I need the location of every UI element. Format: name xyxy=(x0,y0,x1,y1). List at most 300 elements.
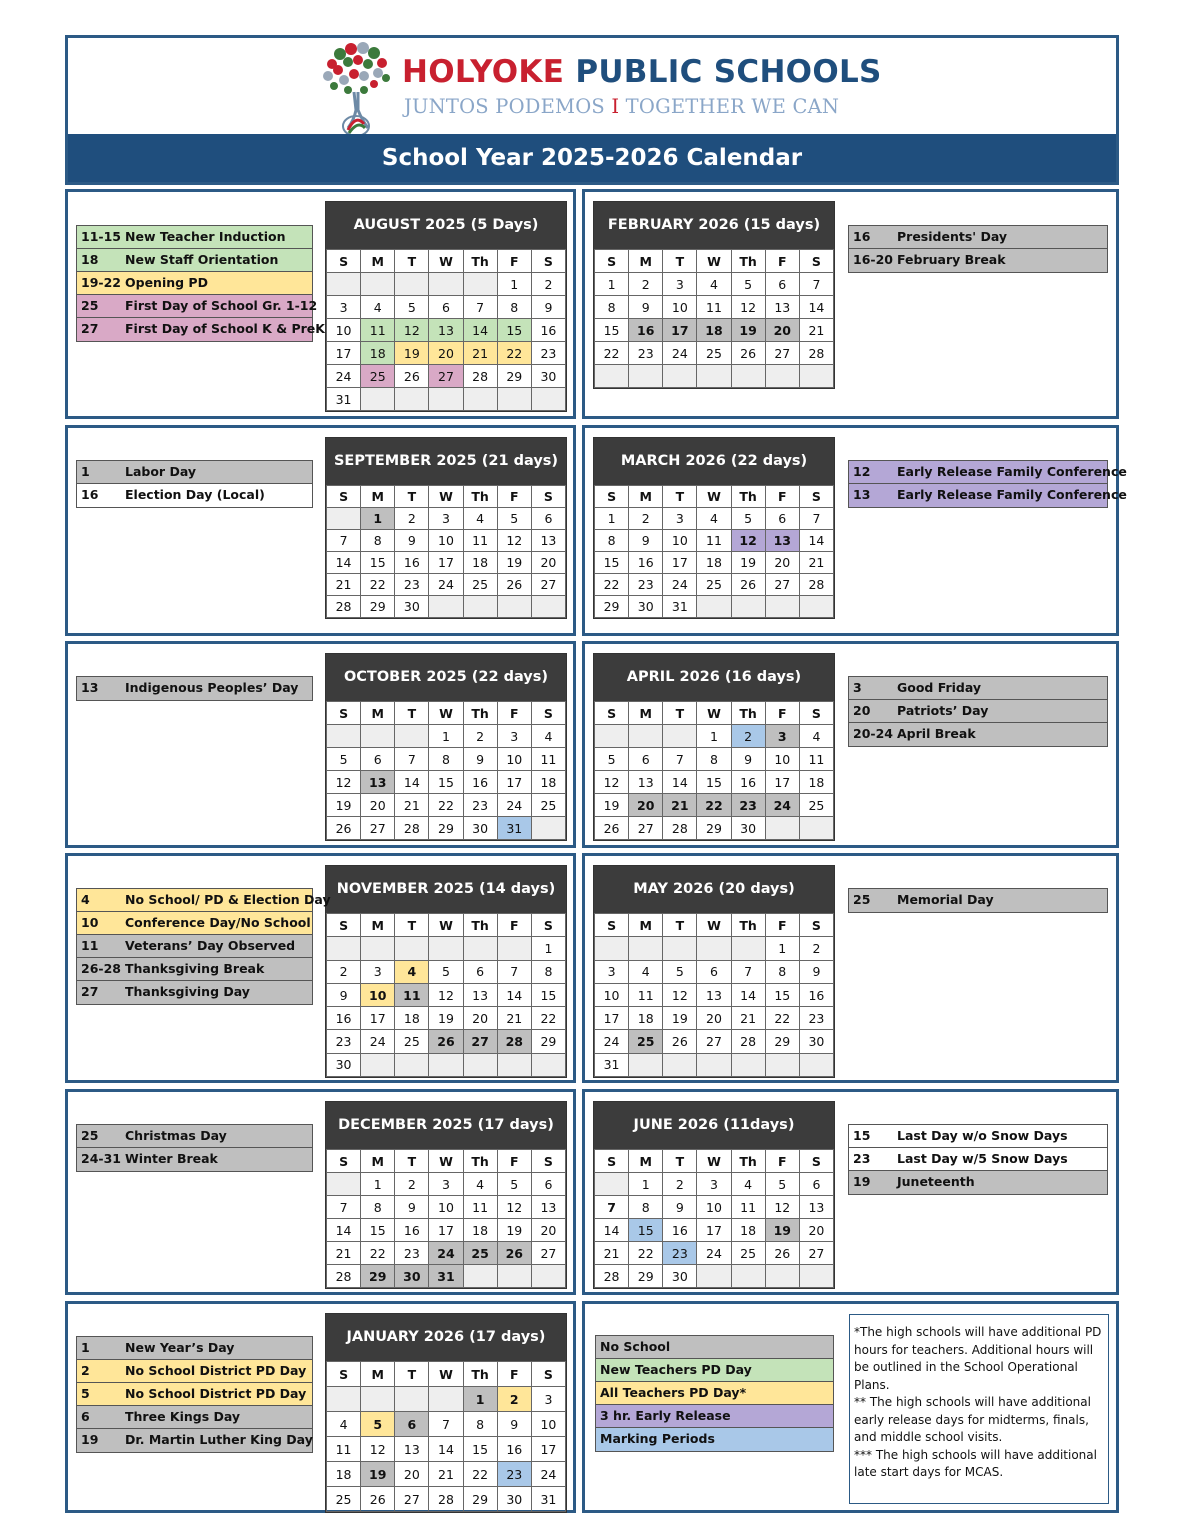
day-cell: 7 xyxy=(327,530,361,552)
day-cell: 4 xyxy=(327,1412,361,1437)
empty-day-cell xyxy=(429,388,463,411)
day-cell: 6 xyxy=(531,508,565,530)
day-cell: 3 xyxy=(595,960,629,983)
legend-row xyxy=(77,1360,312,1383)
weekday-header: F xyxy=(765,702,799,725)
day-cell: 8 xyxy=(497,296,531,319)
day-cell: 17 xyxy=(663,552,697,574)
weekday-header: T xyxy=(663,914,697,937)
day-cell: 11 xyxy=(697,530,731,552)
day-cell: 28 xyxy=(799,342,833,365)
empty-day-cell xyxy=(327,725,361,748)
weekday-header: Th xyxy=(463,1150,497,1173)
legend-row xyxy=(77,226,312,249)
day-cell: 10 xyxy=(327,319,361,342)
weekday-header: W xyxy=(697,1150,731,1173)
empty-day-cell xyxy=(731,937,765,960)
weekday-header: M xyxy=(361,1150,395,1173)
note-late-start: *** The high schools will have additional late start days for MCAS. xyxy=(854,1447,1097,1479)
day-cell: 6 xyxy=(629,748,663,771)
day-cell: 20 xyxy=(531,1219,565,1242)
day-cell: 2 xyxy=(663,1173,697,1196)
legend-date: 11-15 xyxy=(81,229,121,244)
day-cell: 24 xyxy=(595,1030,629,1053)
day-cell: 10 xyxy=(361,983,395,1006)
day-cell: 1 xyxy=(629,1173,663,1196)
weekday-header: S xyxy=(327,1150,361,1173)
day-cell: 24 xyxy=(697,1242,731,1265)
weekday-header: F xyxy=(497,1150,531,1173)
weekday-header: S xyxy=(799,250,833,273)
day-cell: 25 xyxy=(463,574,497,596)
day-cell: 12 xyxy=(429,983,463,1006)
day-cell: 3 xyxy=(361,960,395,983)
day-cell: 15 xyxy=(595,319,629,342)
day-cell: 29 xyxy=(765,1030,799,1053)
day-cell: 18 xyxy=(395,1007,429,1030)
day-cell: 4 xyxy=(463,508,497,530)
empty-day-cell xyxy=(361,388,395,411)
legend-date: 24-31 xyxy=(81,1151,121,1166)
day-cell: 27 xyxy=(531,574,565,596)
day-cell: 20 xyxy=(395,1462,429,1487)
day-cell: 29 xyxy=(595,596,629,618)
day-cell: 10 xyxy=(429,1196,463,1219)
empty-day-cell xyxy=(497,937,531,960)
day-cell: 16 xyxy=(531,319,565,342)
day-cell: 15 xyxy=(361,1219,395,1242)
weekday-header: S xyxy=(531,1362,565,1387)
day-cell: 12 xyxy=(361,1437,395,1462)
weekday-header: F xyxy=(497,914,531,937)
day-cell: 11 xyxy=(629,983,663,1006)
day-cell: 9 xyxy=(731,748,765,771)
day-cell: 25 xyxy=(531,794,565,817)
empty-day-cell xyxy=(497,388,531,411)
day-cell: 13 xyxy=(531,530,565,552)
day-cell: 19 xyxy=(327,794,361,817)
weekday-header: S xyxy=(595,702,629,725)
day-cell: 9 xyxy=(497,1412,531,1437)
weekday-header: T xyxy=(395,914,429,937)
empty-day-cell xyxy=(629,365,663,388)
day-cell: 30 xyxy=(497,1487,531,1512)
empty-day-cell xyxy=(327,508,361,530)
day-cell: 24 xyxy=(663,574,697,596)
day-cell: 23 xyxy=(395,1242,429,1265)
legend-description: New Staff Orientation xyxy=(125,252,279,267)
day-cell: 1 xyxy=(595,273,629,296)
weekday-header: F xyxy=(497,486,531,508)
day-cell: 30 xyxy=(663,1265,697,1288)
legend-description: Presidents' Day xyxy=(897,229,1008,244)
note-pd-hours: *The high schools will have additional PD hours for teachers. Additional hours will be outlined in the School Operational Plans. xyxy=(854,1325,1102,1392)
day-cell: 8 xyxy=(463,1412,497,1437)
day-cell: 31 xyxy=(327,388,361,411)
weekday-header: M xyxy=(361,702,395,725)
day-cell: 24 xyxy=(531,1462,565,1487)
empty-day-cell xyxy=(663,725,697,748)
day-cell: 10 xyxy=(663,530,697,552)
legend-february xyxy=(848,225,1108,273)
day-cell: 17 xyxy=(531,1437,565,1462)
legend-row xyxy=(849,484,1127,507)
weekday-header: T xyxy=(395,1150,429,1173)
district-name-blue: PUBLIC SCHOOLS xyxy=(575,54,882,90)
day-cell: 1 xyxy=(361,1173,395,1196)
day-cell: 14 xyxy=(497,983,531,1006)
day-cell: 16 xyxy=(731,771,765,794)
day-cell: 2 xyxy=(463,725,497,748)
day-cell: 7 xyxy=(497,960,531,983)
day-cell: 11 xyxy=(361,319,395,342)
empty-day-cell xyxy=(697,365,731,388)
empty-day-cell xyxy=(463,388,497,411)
day-cell: 6 xyxy=(765,273,799,296)
day-cell: 28 xyxy=(663,817,697,840)
day-cell: 14 xyxy=(327,552,361,574)
tagline-left: JUNTOS PODEMOS xyxy=(404,95,605,118)
empty-day-cell xyxy=(799,817,833,840)
legend-date: 19-22 xyxy=(81,275,121,290)
color-key xyxy=(595,1335,834,1452)
day-cell: 28 xyxy=(395,817,429,840)
legend-row xyxy=(77,249,312,272)
day-cell: 24 xyxy=(361,1030,395,1053)
day-cell: 10 xyxy=(531,1412,565,1437)
day-cell: 8 xyxy=(595,296,629,319)
day-cell: 27 xyxy=(429,365,463,388)
day-cell: 18 xyxy=(629,1007,663,1030)
empty-day-cell xyxy=(595,1173,629,1196)
legend-date: 25 xyxy=(853,892,871,907)
empty-day-cell xyxy=(361,1053,395,1076)
day-cell: 1 xyxy=(497,273,531,296)
legend-row xyxy=(77,935,312,958)
day-cell: 21 xyxy=(327,574,361,596)
day-cell: 15 xyxy=(463,1437,497,1462)
legend-row xyxy=(77,912,312,935)
legend-date: 19 xyxy=(853,1174,871,1189)
day-cell: 21 xyxy=(731,1007,765,1030)
day-cell: 28 xyxy=(799,574,833,596)
color-key-item: New Teachers PD Day xyxy=(596,1359,833,1382)
legend-date: 16 xyxy=(853,229,871,244)
weekday-header: W xyxy=(429,1150,463,1173)
day-cell: 20 xyxy=(463,1007,497,1030)
day-cell: 23 xyxy=(731,794,765,817)
weekday-header: S xyxy=(595,914,629,937)
legend-april xyxy=(848,676,1108,747)
weekday-header: M xyxy=(361,486,395,508)
month-title: JANUARY 2026 (17 days) xyxy=(326,1314,566,1361)
day-cell: 15 xyxy=(765,983,799,1006)
day-cell: 30 xyxy=(463,817,497,840)
day-cell: 21 xyxy=(395,794,429,817)
weekday-header: M xyxy=(361,250,395,273)
day-cell: 15 xyxy=(697,771,731,794)
day-cell: 26 xyxy=(361,1487,395,1512)
day-cell: 29 xyxy=(629,1265,663,1288)
legend-row xyxy=(849,1148,1107,1171)
day-cell: 24 xyxy=(429,574,463,596)
weekday-header: W xyxy=(429,702,463,725)
day-cell: 11 xyxy=(327,1437,361,1462)
day-cell: 17 xyxy=(697,1219,731,1242)
day-cell: 18 xyxy=(697,552,731,574)
month-title: FEBRUARY 2026 (15 days) xyxy=(594,202,834,249)
empty-day-cell xyxy=(697,596,731,618)
day-cell: 9 xyxy=(629,530,663,552)
legend-description: New Year’s Day xyxy=(125,1340,235,1355)
legend-description: April Break xyxy=(897,726,976,741)
day-cell: 22 xyxy=(595,342,629,365)
weekday-header: S xyxy=(531,702,565,725)
empty-day-cell xyxy=(395,273,429,296)
day-cell: 31 xyxy=(663,596,697,618)
legend-row xyxy=(77,1383,312,1406)
weekday-header: W xyxy=(429,1362,463,1387)
day-cell: 4 xyxy=(629,960,663,983)
day-cell: 1 xyxy=(361,508,395,530)
day-cell: 16 xyxy=(497,1437,531,1462)
day-cell: 13 xyxy=(765,296,799,319)
weekday-header: T xyxy=(663,486,697,508)
day-cell: 26 xyxy=(497,1242,531,1265)
calendar-october xyxy=(325,653,567,841)
day-cell: 12 xyxy=(663,983,697,1006)
day-cell: 6 xyxy=(531,1173,565,1196)
day-cell: 11 xyxy=(697,296,731,319)
day-cell: 12 xyxy=(395,319,429,342)
legend-row xyxy=(77,889,331,912)
day-cell: 22 xyxy=(361,574,395,596)
day-cell: 18 xyxy=(697,319,731,342)
day-cell: 13 xyxy=(463,983,497,1006)
day-cell: 31 xyxy=(595,1053,629,1076)
day-cell: 17 xyxy=(765,771,799,794)
district-name-red: HOLYOKE xyxy=(402,54,565,90)
day-cell: 20 xyxy=(697,1007,731,1030)
day-cell: 2 xyxy=(799,937,833,960)
day-cell: 10 xyxy=(663,296,697,319)
legend-may xyxy=(848,888,1108,913)
empty-day-cell xyxy=(361,1387,395,1412)
day-cell: 21 xyxy=(595,1242,629,1265)
day-cell: 24 xyxy=(765,794,799,817)
legend-row xyxy=(849,249,1107,272)
legend-date: 25 xyxy=(81,298,99,313)
day-cell: 15 xyxy=(595,552,629,574)
weekday-header: T xyxy=(395,1362,429,1387)
empty-day-cell xyxy=(663,937,697,960)
day-cell: 21 xyxy=(799,552,833,574)
legend-date: 13 xyxy=(81,680,99,695)
legend-january xyxy=(76,1336,313,1453)
legend-date: 1 xyxy=(81,1340,90,1355)
district-name xyxy=(402,54,882,90)
day-cell: 8 xyxy=(429,748,463,771)
day-cell: 6 xyxy=(697,960,731,983)
day-cell: 24 xyxy=(497,794,531,817)
day-cell: 21 xyxy=(497,1007,531,1030)
weekday-header: M xyxy=(629,486,663,508)
legend-november xyxy=(76,888,331,1005)
day-cell: 24 xyxy=(663,342,697,365)
day-cell: 27 xyxy=(799,1242,833,1265)
empty-day-cell xyxy=(429,1053,463,1076)
day-cell: 18 xyxy=(731,1219,765,1242)
day-cell: 6 xyxy=(799,1173,833,1196)
day-cell: 26 xyxy=(731,574,765,596)
legend-date: 1 xyxy=(81,464,90,479)
day-cell: 22 xyxy=(697,794,731,817)
day-cell: 22 xyxy=(361,1242,395,1265)
day-cell: 4 xyxy=(463,1173,497,1196)
weekday-header: S xyxy=(595,1150,629,1173)
legend-row xyxy=(77,1337,312,1360)
weekday-header: Th xyxy=(731,250,765,273)
day-cell: 16 xyxy=(629,552,663,574)
day-cell: 9 xyxy=(395,1196,429,1219)
day-cell: 4 xyxy=(697,508,731,530)
day-cell: 26 xyxy=(595,817,629,840)
day-cell: 21 xyxy=(429,1462,463,1487)
day-cell: 10 xyxy=(595,983,629,1006)
day-cell: 3 xyxy=(429,1173,463,1196)
calendar-may xyxy=(593,865,835,1078)
day-cell: 21 xyxy=(327,1242,361,1265)
day-cell: 12 xyxy=(497,530,531,552)
day-cell: 23 xyxy=(799,1007,833,1030)
legend-date: 10 xyxy=(81,915,99,930)
district-logo xyxy=(318,38,882,138)
day-cell: 14 xyxy=(327,1219,361,1242)
day-cell: 2 xyxy=(497,1387,531,1412)
empty-day-cell xyxy=(429,273,463,296)
weekday-header: W xyxy=(429,250,463,273)
day-cell: 25 xyxy=(327,1487,361,1512)
weekday-header: F xyxy=(497,702,531,725)
legend-row xyxy=(77,1429,312,1452)
day-cell: 2 xyxy=(327,960,361,983)
day-cell: 29 xyxy=(531,1030,565,1053)
day-cell: 25 xyxy=(463,1242,497,1265)
day-cell: 29 xyxy=(497,365,531,388)
weekday-header: S xyxy=(531,1150,565,1173)
day-cell: 13 xyxy=(395,1437,429,1462)
day-cell: 14 xyxy=(731,983,765,1006)
day-cell: 7 xyxy=(799,508,833,530)
weekday-header: S xyxy=(799,486,833,508)
day-cell: 9 xyxy=(463,748,497,771)
legend-date: 27 xyxy=(81,321,99,336)
empty-day-cell xyxy=(595,365,629,388)
empty-day-cell xyxy=(629,1053,663,1076)
legend-september xyxy=(76,460,313,508)
empty-day-cell xyxy=(327,273,361,296)
day-cell: 27 xyxy=(765,574,799,596)
day-cell: 26 xyxy=(765,1242,799,1265)
legend-row xyxy=(77,981,312,1004)
legend-date: 12 xyxy=(853,464,871,479)
day-cell: 22 xyxy=(595,574,629,596)
day-cell: 21 xyxy=(663,794,697,817)
header-panel xyxy=(65,35,1119,185)
day-cell: 11 xyxy=(463,1196,497,1219)
legend-description: Thanksgiving Day xyxy=(125,984,250,999)
tree-logo-icon xyxy=(318,40,394,138)
day-cell: 1 xyxy=(531,937,565,960)
legend-date: 16 xyxy=(81,487,99,502)
empty-day-cell xyxy=(531,817,565,840)
day-cell: 16 xyxy=(395,552,429,574)
legend-row xyxy=(849,1171,1107,1194)
legend-date: 20-24 xyxy=(853,726,893,741)
day-cell: 25 xyxy=(731,1242,765,1265)
weekday-header: Th xyxy=(731,702,765,725)
day-cell: 5 xyxy=(429,960,463,983)
legend-row xyxy=(77,1125,312,1148)
empty-day-cell xyxy=(765,365,799,388)
day-cell: 5 xyxy=(765,1173,799,1196)
day-cell: 3 xyxy=(663,273,697,296)
day-cell: 28 xyxy=(463,365,497,388)
day-cell: 27 xyxy=(395,1487,429,1512)
day-cell: 27 xyxy=(531,1242,565,1265)
month-title: APRIL 2026 (16 days) xyxy=(594,654,834,701)
day-cell: 14 xyxy=(799,296,833,319)
day-cell: 29 xyxy=(361,596,395,618)
weekday-header: M xyxy=(629,702,663,725)
day-cell: 2 xyxy=(531,273,565,296)
day-cell: 17 xyxy=(327,342,361,365)
day-cell: 29 xyxy=(463,1487,497,1512)
legend-description: Election Day (Local) xyxy=(125,487,265,502)
weekday-header: W xyxy=(697,702,731,725)
day-cell: 13 xyxy=(765,530,799,552)
day-cell: 15 xyxy=(497,319,531,342)
day-cell: 23 xyxy=(327,1030,361,1053)
weekday-header: T xyxy=(663,1150,697,1173)
day-cell: 27 xyxy=(629,817,663,840)
empty-day-cell xyxy=(395,1053,429,1076)
day-cell: 7 xyxy=(799,273,833,296)
month-title: OCTOBER 2025 (22 days) xyxy=(326,654,566,701)
empty-day-cell xyxy=(361,937,395,960)
empty-day-cell xyxy=(531,1053,565,1076)
color-key-item: 3 hr. Early Release xyxy=(596,1405,833,1428)
legend-date: 18 xyxy=(81,252,99,267)
day-cell: 1 xyxy=(765,937,799,960)
day-cell: 14 xyxy=(595,1219,629,1242)
calendar-august xyxy=(325,201,567,412)
empty-day-cell xyxy=(463,1265,497,1288)
legend-march xyxy=(848,460,1127,508)
day-cell: 2 xyxy=(629,273,663,296)
day-cell: 18 xyxy=(361,342,395,365)
day-cell: 25 xyxy=(629,1030,663,1053)
empty-day-cell xyxy=(463,937,497,960)
day-cell: 18 xyxy=(463,1219,497,1242)
legend-row xyxy=(849,700,1107,723)
weekday-header: Th xyxy=(463,702,497,725)
day-cell: 19 xyxy=(395,342,429,365)
legend-date: 15 xyxy=(853,1128,871,1143)
legend-date: 11 xyxy=(81,938,99,953)
legend-august xyxy=(76,225,325,342)
empty-day-cell xyxy=(429,1387,463,1412)
